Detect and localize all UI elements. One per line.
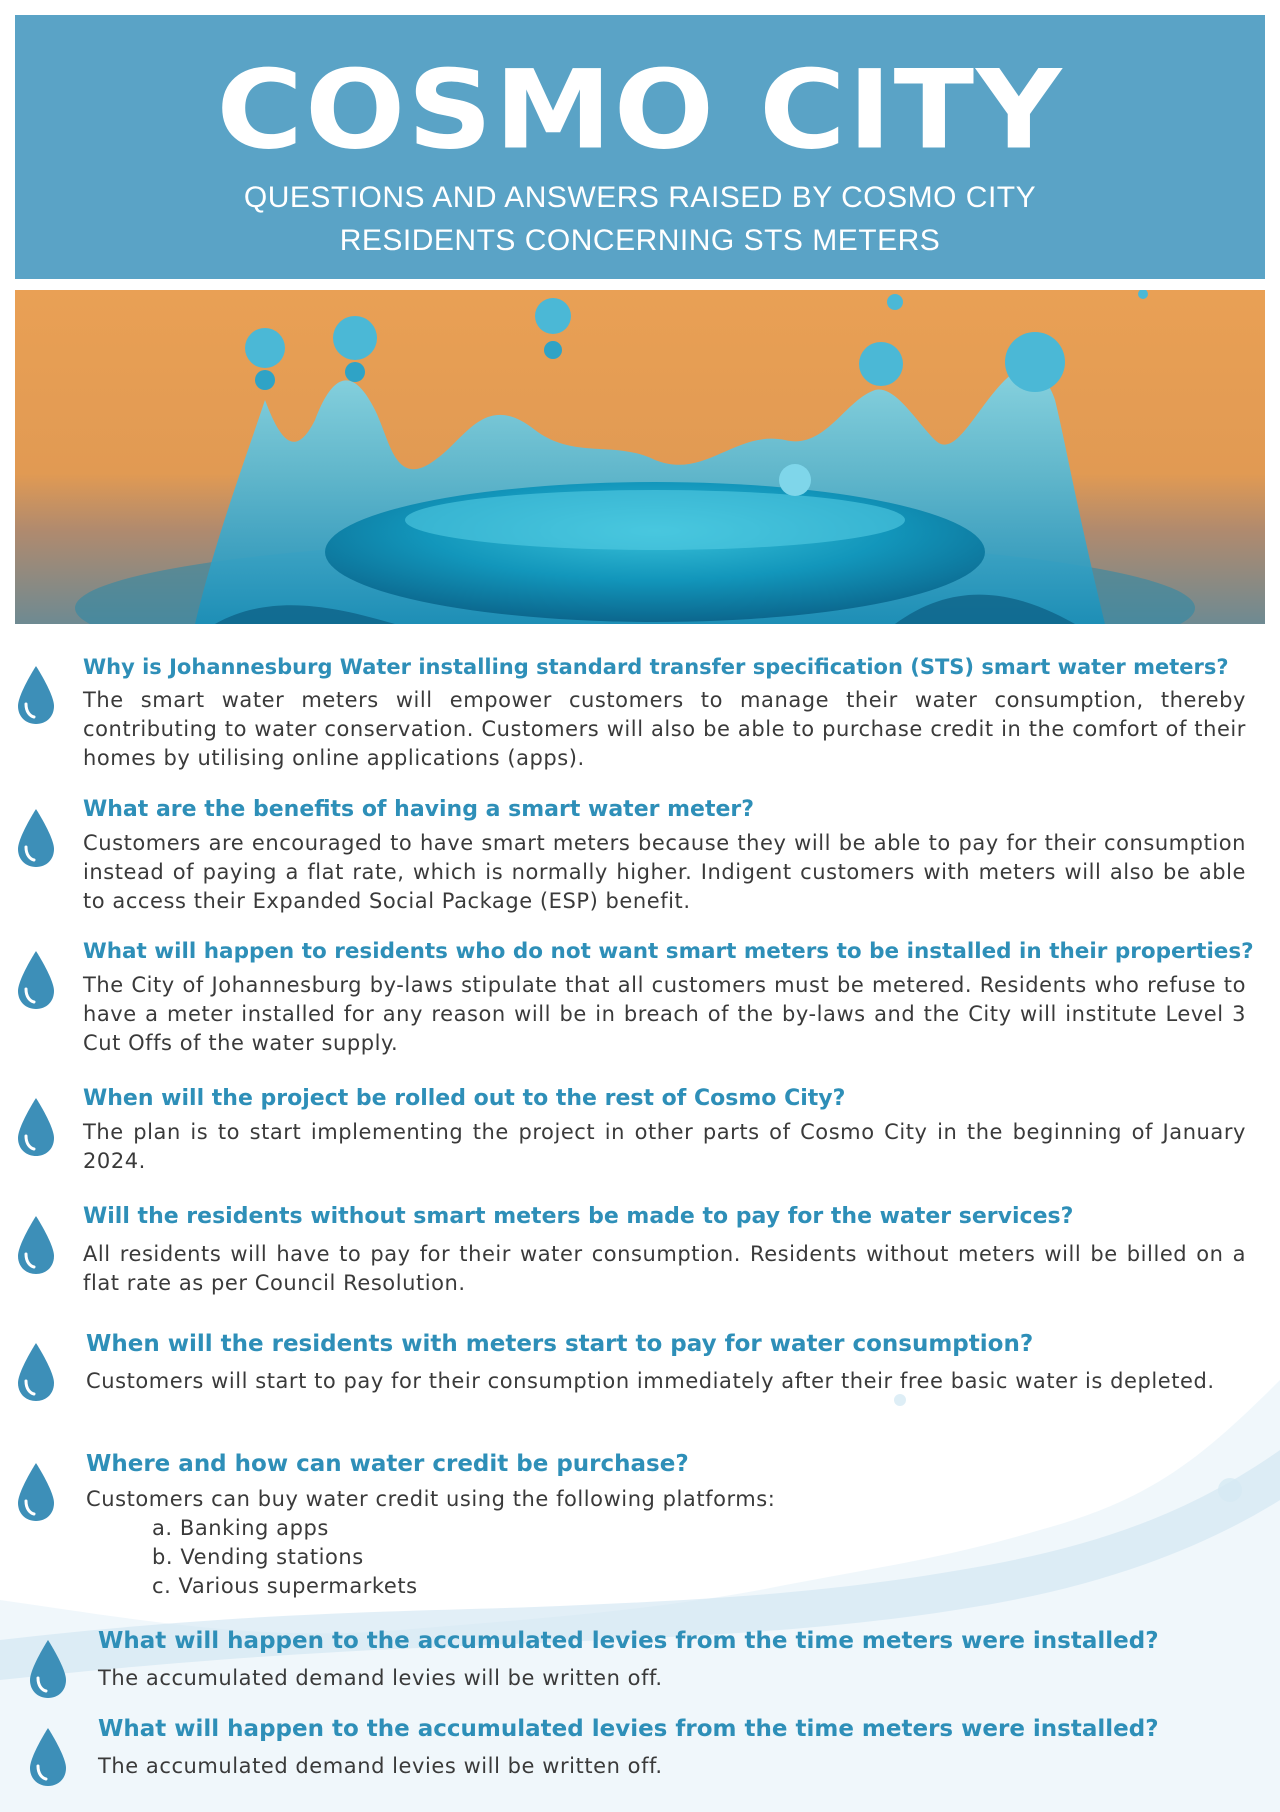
water-drop-icon (14, 807, 58, 869)
water-drop-icon (14, 1096, 58, 1158)
faq-answer: Customers are encouraged to have smart meters because they will be able to pay for their consumption instead of paying a flat rate, which is normally higher. Indigent customers with meters will also be able to access their Expanded Social Package (ESP) benefit. (83, 831, 1246, 913)
faq-question: When will the residents with meters start to pay for water consumption? (86, 1331, 1034, 1357)
page-subtitle-line-1: QUESTIONS AND ANSWERS RAISED BY COSMO CITY (243, 181, 1037, 214)
water-drop-icon (14, 664, 58, 726)
faq-answer: The smart water meters will empower customers to manage their water consumption, thereby contributing to water conservation. Customers will also be able to purchase credit in the comfort of their homes by utilising online applications (apps). (83, 688, 1246, 770)
faq-question: Why is Johannesburg Water installing standard transfer specification (STS) smart water meters? (83, 655, 1229, 679)
page-subtitle-line-2: RESIDENTS CONCERNING STS METERS (339, 224, 941, 257)
faq-answer: The accumulated demand levies will be written off. (98, 1754, 663, 1778)
faq-question: What will happen to residents who do not want smart meters to be installed in their properties? (83, 939, 1254, 964)
faq-question: When will the project be rolled out to the rest of Cosmo City? (83, 1086, 846, 1111)
water-drop-icon (26, 1638, 70, 1700)
water-drop-icon (14, 949, 58, 1011)
faq-item (14, 1449, 1254, 1609)
list-item: c. Various supermarkets (152, 1574, 418, 1598)
water-drop-icon (14, 1461, 58, 1523)
faq-answer: The plan is to start implementing the project in other parts of Cosmo City in the beginning of January 2024. (83, 1120, 1246, 1173)
faq-question: Where and how can water credit be purchase? (86, 1451, 689, 1477)
water-drop-icon (14, 1214, 58, 1276)
faq-question: What will happen to the accumulated levies from the time meters were installed? (98, 1628, 1159, 1654)
faq-answer: Customers will start to pay for their consumption immediately after their free basic water is depleted. (86, 1369, 1215, 1393)
water-drop-icon (26, 1726, 70, 1788)
water-drop-icon (14, 1341, 58, 1403)
list-item: a. Banking apps (152, 1516, 329, 1540)
faq-answer: All residents will have to pay for their water consumption. Residents without meters will be billed on a flat rate as per Council Resolution. (83, 1242, 1246, 1295)
list-item: b. Vending stations (152, 1545, 364, 1569)
faq-question: Will the residents without smart meters be made to pay for the water services? (83, 1204, 1074, 1229)
page-title: COSMO CITY (216, 46, 1064, 174)
faq-answer: Customers can buy water credit using the following platforms: (86, 1487, 776, 1511)
faq-answer: The City of Johannesburg by-laws stipulate that all customers must be metered. Residents who refuse to have a meter installed for any reason will be in breach of the by-laws and the City will institute Level 3 Cut Offs of the water supply. (83, 973, 1246, 1055)
faq-question: What are the benefits of having a smart water meter? (83, 797, 755, 822)
faq-question: What will happen to the accumulated levies from the time meters were installed? (98, 1716, 1159, 1742)
faq-answer: The accumulated demand levies will be written off. (98, 1666, 663, 1690)
